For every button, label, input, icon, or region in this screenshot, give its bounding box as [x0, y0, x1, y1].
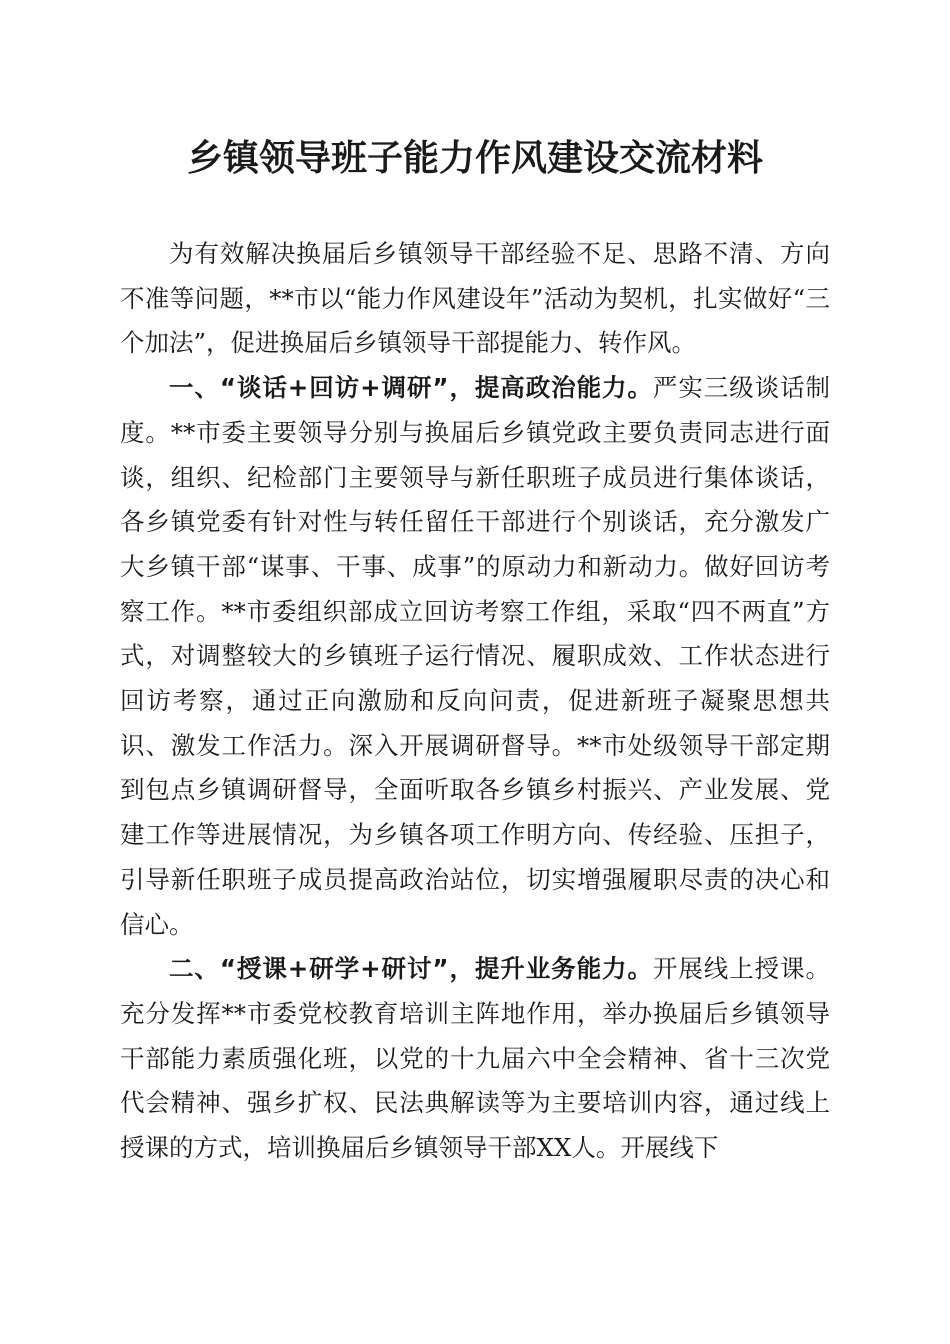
section-two-heading: 二、“授课+研学+研讨”，提升业务能力。	[169, 954, 653, 984]
document-body	[120, 232, 830, 1171]
intro-paragraph	[120, 232, 830, 366]
section-one-heading: 一、“谈话+回访+调研”，提高政治能力。	[169, 373, 653, 403]
intro-paragraph-text: 为有效解决换届后乡镇领导干部经验不足、思路不清、方向不准等问题，**市以“能力作风建设年”活动为契机，扎实做好“三个加法”，促进换届后乡镇领导干部提能力、转作风。	[120, 239, 830, 358]
section-one-paragraph	[120, 366, 830, 947]
document-title: 乡镇领导班子能力作风建设交流材料	[186, 137, 763, 179]
section-one-text: 严实三级谈话制度。**市委主要领导分别与换届后乡镇党政主要负责同志进行面谈，组织、纪检部门主要领导与新任职班子成员进行集体谈话，各乡镇党委有针对性与转任留任干部进行个别谈话，充分激发广大乡镇干部“谋事、干事、成事”的原动力和新动力。做好回访考察工作。**市委组织部成立回访考察工作组，采取“四不两直”方式，对调整较大的乡镇班子运行情况、履职成效、工作状态进行回访考察，通过正向激励和反向问责，促进新班子凝聚思想共识、激发工作活力。深入开展调研督导。**市处级领导干部定期到包点乡镇调研督导，全面听取各乡镇乡村振兴、产业发展、党建工作等进展情况，为乡镇各项工作明方向、传经验、压担子，引导新任职班子成员提高政治站位，切实增强履职尽责的决心和信心。	[120, 373, 830, 939]
section-two-text: 开展线上授课。充分发挥**市委党校教育培训主阵地作用，举办换届后乡镇领导干部能力素质强化班，以党的十九届六中全会精神、省十三次党代会精神、强乡扩权、民法典解读等为主要培训内容，通过线上授课的方式，培训换届后乡镇领导干部XX人。开展线下	[120, 954, 830, 1163]
section-two-paragraph	[120, 947, 830, 1171]
